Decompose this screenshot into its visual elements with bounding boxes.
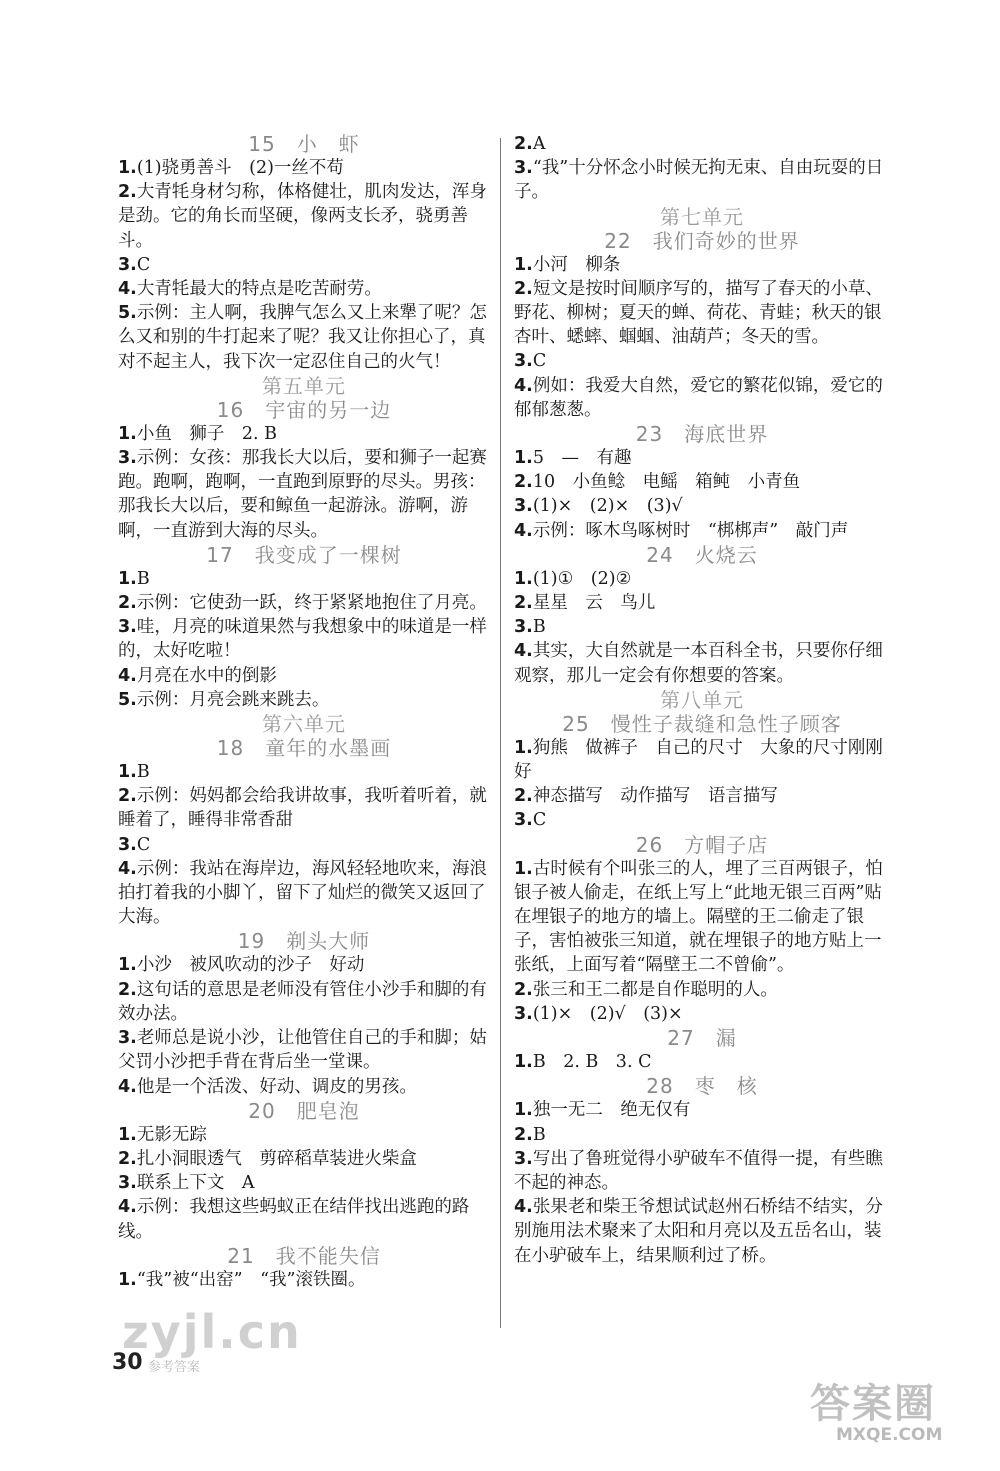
answer-item [514, 784, 890, 808]
answer-number: 1. [514, 254, 533, 275]
page-number: 30 [112, 1350, 143, 1375]
answer-text: 示例：女孩：那我长大以后，要和狮子一起赛跑。跑啊，跑啊，一直跑到原野的尽头。男孩：那我长大以后，要和鲸鱼一起游泳。游啊，游啊，一直游到大海的尽头。 [118, 448, 487, 541]
answer-text: (1)× (2)× (3)√ [532, 496, 683, 517]
answer-number: 4. [514, 375, 533, 396]
answer-text: 10 小鱼鲶 电鳐 箱鲀 小青鱼 [532, 472, 801, 493]
answer-item [118, 615, 490, 663]
answer-item [118, 301, 490, 374]
answer-text: 小沙 被风吹动的沙子 好动 [136, 955, 365, 976]
answer-text: A [532, 134, 546, 154]
answer-text: 他是一个活泼、好动、调皮的男孩。 [136, 1076, 417, 1097]
answer-number: 3. [514, 351, 533, 372]
right-column [514, 132, 890, 1268]
answer-number: 3. [514, 617, 533, 638]
answer-item [514, 253, 890, 277]
lesson-heading: 18 童年的水墨画 [216, 736, 392, 761]
answer-number: 1. [118, 762, 137, 783]
lesson-heading: 17 我变成了一棵树 [206, 542, 402, 567]
answer-text: 5 — 有趣 [532, 448, 632, 469]
answer-item [514, 639, 890, 687]
answer-text: B [136, 762, 150, 783]
answer-item [514, 615, 890, 639]
answer-item [118, 664, 490, 688]
answer-number: 3. [118, 1173, 137, 1194]
answer-number: 1. [514, 448, 533, 469]
answer-text: 扎小洞眼透气 剪碎稻草装进火柴盒 [136, 1148, 417, 1169]
answer-number: 4. [118, 858, 137, 879]
footer-label: 参考答案 [148, 1360, 201, 1375]
answer-text: (1)① (2)② [532, 568, 632, 589]
unit-heading: 第五单元 [262, 373, 346, 398]
answer-text: 小鱼 狮子 2. B [136, 423, 277, 444]
answer-number: 1. [514, 737, 533, 758]
answer-item [514, 1098, 890, 1122]
answer-text: B 2. B 3. C [532, 1052, 652, 1073]
lesson-heading: 24 火烧云 [646, 542, 758, 567]
answer-number: 3. [514, 1003, 533, 1024]
answer-text: B [532, 1124, 546, 1145]
answer-text: 示例：我想这些蚂蚁正在结伴找出逃跑的路线。 [118, 1197, 470, 1242]
answer-item [118, 567, 490, 591]
answer-text: 这句话的意思是老师没有管住小沙手和脚的有效办法。 [118, 979, 487, 1024]
answer-item [514, 494, 890, 518]
answer-item [514, 519, 890, 543]
answer-text: 示例：妈妈都会给我讲故事，我听着听着，就睡着了，睡得非常香甜 [118, 786, 487, 831]
answer-item [514, 156, 890, 204]
answer-text: 张三和王二都是自作聪明的人。 [532, 979, 778, 1000]
answer-text: 张果老和柴王爷想试试赵州石桥结不结实，分别施用法术聚来了太阳和月亮以及五岳名山，装在小驴破车上，结果顺利过了桥。 [514, 1197, 883, 1266]
answer-text: 神态描写 动作描写 语言描写 [532, 786, 778, 807]
answer-number: 1. [514, 858, 533, 879]
answer-number: 1. [514, 568, 533, 589]
answer-text: 示例：主人啊，我脾气怎么又上来犟了呢？怎么又和别的牛打起来了呢？我又让你担心了，真对不起主人，我下次一定忍住自己的火气！ [118, 303, 487, 372]
answer-number: 2. [118, 593, 137, 614]
answer-item [118, 422, 490, 446]
answer-item [514, 1002, 890, 1026]
answer-item [118, 446, 490, 543]
answer-text: “我”十分怀念小时候无拘无束、自由玩耍的日子。 [514, 158, 884, 203]
answer-item [118, 953, 490, 977]
answer-number: 3. [118, 617, 137, 638]
answer-item [118, 591, 490, 615]
answer-number: 3. [118, 254, 137, 275]
answer-item [118, 253, 490, 277]
answer-number: 1. [118, 568, 137, 589]
lesson-heading: 25 慢性子裁缝和急性子顾客 [562, 711, 842, 736]
answer-number: 2. [514, 472, 533, 493]
answer-text: 哇，月亮的味道果然与我想象中的味道是一样的，太好吃啦！ [118, 617, 487, 662]
answer-text: (1)× (2)√ (3)× [532, 1003, 683, 1024]
answer-text: 老师总是说小沙，让他管住自己的手和脚；姑父罚小沙把手背在背后坐一堂课。 [118, 1028, 487, 1073]
answer-number: 2. [514, 134, 533, 154]
answer-text: 狗熊 做裤子 自己的尺寸 大象的尺寸刚刚好 [514, 737, 883, 783]
answer-text: 大青牦最大的特点是吃苦耐劳。 [136, 279, 382, 300]
answer-number: 2. [118, 786, 137, 807]
answer-item [514, 591, 890, 615]
answer-text: 示例：月亮会跳来跳去。 [136, 689, 330, 710]
answer-number: 3. [118, 834, 137, 855]
left-column [118, 132, 490, 1292]
answer-text: 小河 柳条 [532, 254, 621, 275]
answer-item [514, 374, 890, 422]
lesson-heading: 22 我们奇妙的世界 [604, 228, 800, 253]
answer-text: “我”被“出窑” “我”滚铁圈。 [136, 1269, 366, 1290]
lesson-heading: 26 方帽子店 [635, 832, 769, 857]
answer-number: 4. [118, 1197, 137, 1218]
answer-item [514, 446, 890, 470]
answer-item [118, 1195, 490, 1243]
column-divider [500, 138, 501, 1328]
answer-item [118, 180, 490, 253]
answer-number: 2. [514, 786, 533, 807]
answer-number: 3. [514, 158, 533, 179]
answer-number: 3. [118, 1028, 137, 1049]
answer-text: B [136, 568, 150, 589]
lesson-heading: 23 海底世界 [635, 422, 769, 447]
answer-item [514, 857, 890, 978]
answer-number: 2. [514, 593, 533, 614]
answer-item [118, 1147, 490, 1171]
answer-item [514, 132, 890, 156]
answer-number: 5. [118, 303, 137, 324]
answer-text: C [532, 351, 547, 372]
answer-number: 4. [514, 520, 533, 541]
unit-heading: 第六单元 [262, 712, 346, 737]
answer-number: 3. [118, 448, 137, 469]
answer-text: 联系上下文 A [136, 1173, 255, 1194]
answer-item [118, 688, 490, 712]
unit-heading: 第八单元 [660, 687, 744, 712]
answer-item [514, 1195, 890, 1268]
answer-number: 4. [118, 279, 137, 300]
answer-text: 示例：啄木鸟啄树时 “梆梆声” 敲门声 [532, 520, 849, 541]
answer-item [118, 833, 490, 857]
answer-number: 4. [514, 1197, 533, 1218]
answer-number: 2. [514, 979, 533, 1000]
answer-text: 短文是按时间顺序写的，描写了春天的小草、野花、柳树；夏天的蝉、荷花、青蛙；秋天的银杏叶、蟋蟀、蝈蝈、油葫芦；冬天的雪。 [514, 278, 883, 348]
answer-item [514, 470, 890, 494]
answer-item [118, 978, 490, 1026]
answer-item [118, 1123, 490, 1147]
answer-item [118, 760, 490, 784]
answer-number: 2. [118, 1148, 137, 1169]
answer-number: 4. [118, 665, 137, 686]
answer-number: 1. [118, 955, 137, 976]
answer-text: 大青牦身材匀称，体格健壮，肌肉发达，浑身是劲。它的角长而坚硬，像两支长矛，骁勇善斗。 [118, 182, 487, 251]
answer-text: (1)骁勇善斗 (2)一丝不苟 [136, 158, 344, 178]
answer-item [118, 1171, 490, 1195]
unit-heading: 第七单元 [660, 204, 744, 229]
answer-item [118, 156, 490, 180]
answer-text: 月亮在水中的倒影 [136, 665, 277, 686]
answer-text: C [532, 810, 547, 831]
answer-number: 2. [514, 1124, 533, 1145]
answer-item [514, 1147, 890, 1195]
answer-text: 星星 云 鸟儿 [532, 593, 656, 614]
answer-number: 3. [514, 810, 533, 831]
answer-number: 1. [514, 1052, 533, 1073]
lesson-heading: 21 我不能失信 [227, 1243, 381, 1268]
answer-number: 3. [514, 1148, 533, 1169]
answer-number: 1. [514, 1100, 533, 1121]
answer-text: C [136, 834, 151, 855]
answer-text: 古时候有个叫张三的人，埋了三百两银子，怕银子被人偷走，在纸上写上“此地无银三百两”贴在埋银子的地方的墙上。隔壁的王二偷走了银子，害怕被张三知道，就在埋银子的地方贴上一张纸，上面写着“隔壁王二不曾偷”。 [514, 858, 883, 976]
lesson-heading: 28 枣 核 [646, 1074, 758, 1099]
answer-text: 示例：它使劲一跃，终于紧紧地抱住了月亮。 [136, 593, 487, 614]
answer-number: 1. [118, 423, 137, 444]
answer-item [118, 857, 490, 930]
watermark-site: zyjl.cn [122, 1305, 302, 1359]
answer-number: 3. [514, 496, 533, 517]
answer-number: 2. [514, 278, 533, 299]
answer-item [514, 808, 890, 832]
answer-number: 1. [118, 158, 137, 178]
answer-number: 2. [118, 182, 137, 203]
lesson-heading: 19 剃头大师 [237, 929, 371, 954]
answer-item [514, 736, 890, 784]
answer-number: 5. [118, 689, 137, 710]
answer-item [118, 1268, 490, 1292]
answer-text: 例如：我爱大自然，爱它的繁花似锦，爱它的郁郁葱葱。 [514, 375, 883, 420]
answer-number: 1. [118, 1269, 137, 1290]
answer-text: 写出了鲁班觉得小驴破车不值得一提，有些瞧不起的神态。 [514, 1148, 883, 1193]
answer-item [514, 1050, 890, 1074]
answer-text: 其实，大自然就是一本百科全书，只要你仔细观察，那儿一定会有你想要的答案。 [514, 641, 883, 686]
watermark-logo: 答案圈 [810, 1381, 936, 1427]
answer-item [118, 1075, 490, 1099]
answer-item [514, 349, 890, 373]
watermark-url: MXQE.COM [836, 1425, 943, 1445]
answer-item [514, 277, 890, 350]
lesson-heading: 27 漏 [667, 1026, 737, 1051]
answer-number: 4. [514, 641, 533, 662]
answer-number: 1. [118, 1124, 137, 1145]
answer-item [118, 277, 490, 301]
answer-number: 2. [118, 979, 137, 1000]
answer-item [514, 978, 890, 1002]
answer-number: 4. [118, 1076, 137, 1097]
answer-item [514, 1123, 890, 1147]
answer-item [118, 1026, 490, 1074]
answer-item [118, 784, 490, 832]
answer-text: 无影无踪 [136, 1124, 207, 1145]
answer-item [514, 567, 890, 591]
lesson-heading: 20 肥皂泡 [248, 1098, 360, 1123]
lesson-heading: 15 小 虾 [248, 132, 360, 156]
lesson-heading: 16 宇宙的另一边 [216, 397, 392, 422]
answer-text: 示例：我站在海岸边，海风轻轻地吹来，海浪拍打着我的小脚丫，留下了灿烂的微笑又返回了大海。 [118, 858, 487, 928]
answer-text: B [532, 617, 546, 638]
answer-text: 独一无二 绝无仅有 [532, 1100, 691, 1121]
answer-text: C [136, 254, 151, 275]
